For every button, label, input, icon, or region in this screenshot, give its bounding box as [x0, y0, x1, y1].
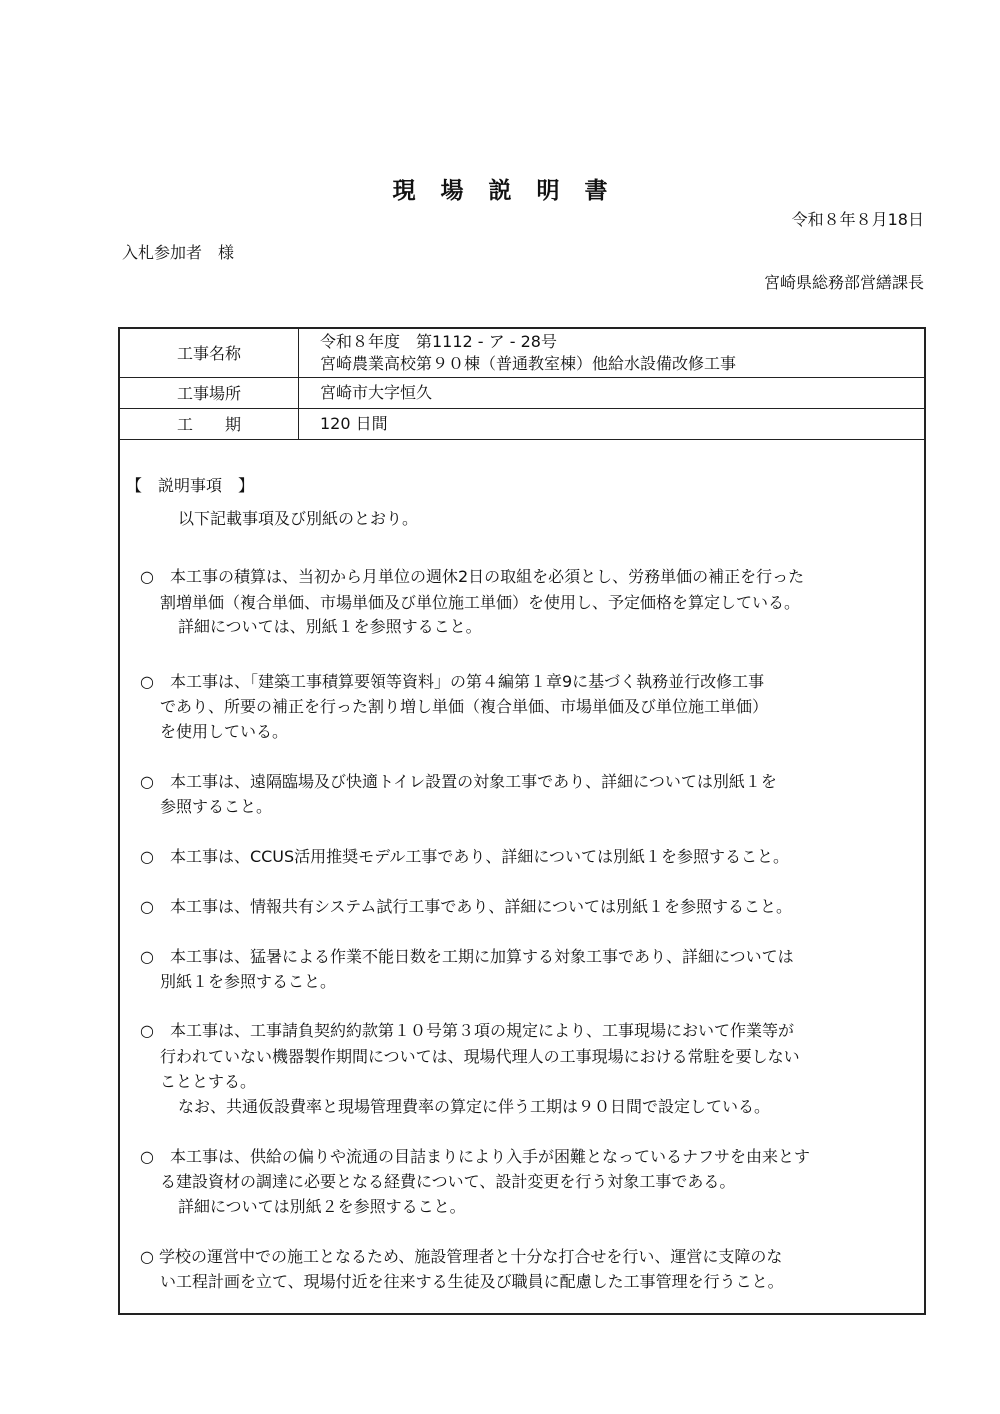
item-2-line-1: ○ 本工事は、「建築工事積算要領等資料」の第４編第１章9に基づく執務並行改修工事 [140, 672, 765, 691]
item-9-line-2: い工程計画を立て、現場付近を往来する生徒及び職員に配慮した工事管理を行うこと。 [160, 1272, 784, 1291]
item-8-line-2: る建設資材の調達に必要となる経費について、設計変更を行う対象工事である。 [160, 1172, 736, 1191]
item-8-line-1: ○ 本工事は、供給の偏りや流通の目詰まりにより入手が困難となっているナフサを由来とす [140, 1147, 810, 1166]
item-8-line-3: 詳細については別紙２を参照すること。 [178, 1197, 466, 1216]
project-period-label: 工 期 [120, 408, 299, 439]
item-7-line-1: ○ 本工事は、工事請負契約約款第１０号第３項の規定により、工事現場において作業等が [140, 1021, 794, 1040]
issuer: 宮崎県総務部営繕課長 [763, 273, 924, 292]
table-row-project-name [120, 329, 924, 377]
project-location-value: 宮崎市大字恒久 [299, 377, 925, 408]
project-name-value [299, 329, 925, 377]
explanation-intro: 以下記載事項及び別紙のとおり。 [178, 509, 419, 528]
explanation-heading: 【 説明事項 】 [126, 476, 255, 495]
item-1-line-1: ○ 本工事の積算は、当初から月単位の週休2日の取組を必須とし、労務単価の補正を行った [140, 567, 805, 586]
item-2-line-3: を使用している。 [160, 722, 289, 741]
item-7-line-4: なお、共通仮設費率と現場管理費率の算定に伴う工期は９０日間で設定している。 [178, 1097, 771, 1116]
item-3-line-2: 参照すること。 [160, 797, 273, 816]
table-row-project-period [120, 408, 924, 439]
item-6-line-1: ○ 本工事は、猛暑による作業不能日数を工期に加算する対象工事であり、詳細については [140, 947, 794, 966]
project-name-label: 工事名称 [120, 329, 299, 377]
page-title: 現場説明書 [392, 178, 633, 204]
item-1-line-3: 詳細については、別紙１を参照すること。 [178, 617, 482, 636]
item-9-line-1: ○ 学校の運営中での施工となるため、施設管理者と十分な打合せを行い、運営に支障のな [140, 1247, 783, 1266]
addressee: 入札参加者 様 [122, 243, 235, 262]
item-4-line-1: ○ 本工事は、CCUS活用推奨モデル工事であり、詳細については別紙１を参照すること。 [140, 847, 790, 866]
project-number-line: 令和８年度 第1112 - ア - 28号 [320, 331, 557, 351]
project-info-table [120, 329, 924, 440]
item-6-line-2: 別紙１を参照すること。 [160, 972, 337, 991]
project-title-line: 宮崎農業高校第９０棟（普通教室棟）他給水設備改修工事 [320, 353, 737, 373]
item-7-line-3: こととする。 [160, 1072, 257, 1091]
item-5-line-1: ○ 本工事は、情報共有システム試行工事であり、詳細については別紙１を参照すること。 [140, 897, 793, 916]
item-1-line-2: 割増単価（複合単価、市場単価及び単位施工単価）を使用し、予定価格を算定している。 [160, 593, 801, 612]
item-3-line-1: ○ 本工事は、遠隔臨場及び快適トイレ設置の対象工事であり、詳細については別紙１を [140, 772, 777, 791]
issue-date: 令和８年８月18日 [791, 210, 924, 229]
item-2-line-2: であり、所要の補正を行った割り増し単価（複合単価、市場単価及び単位施工単価） [160, 697, 769, 716]
project-period-value: 120 日間 [299, 408, 925, 439]
table-row-project-location [120, 377, 924, 408]
project-location-label: 工事場所 [120, 377, 299, 408]
item-7-line-2: 行われていない機器製作期間については、現場代理人の工事現場における常駐を要しない [160, 1047, 800, 1066]
